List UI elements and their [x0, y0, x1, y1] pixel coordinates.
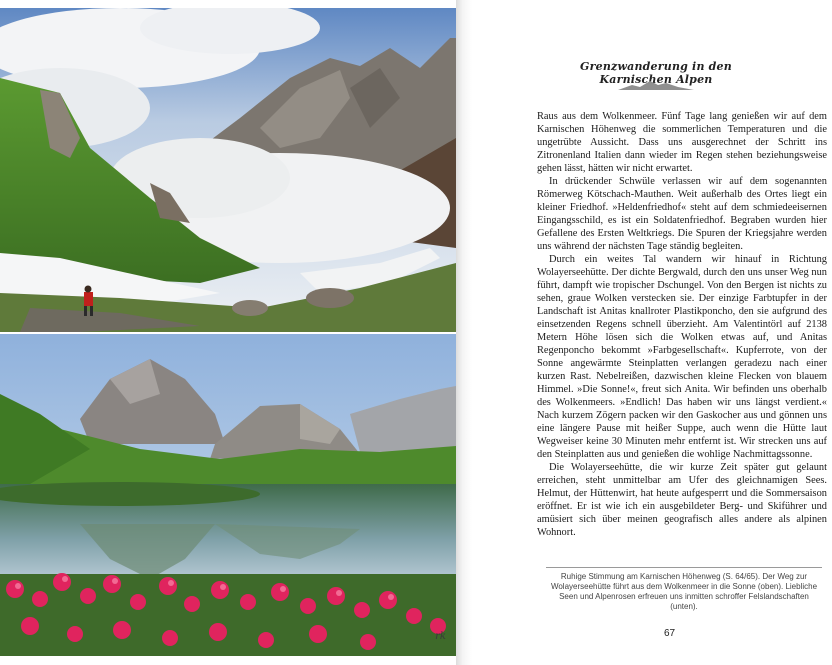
paragraph: In drückender Schwüle verlassen wir auf dem sogenannten Römerweg Kötschach-Mauthen. Weit außerhalb des Ortes liegt ein kleiner Friedhof. »Heldenfriedhof« steht auf dem schmiedeeisernen Eingangsschild, es ist ein Soldatenfriedhof. Begraben wurden hier Gefallene des Ersten Weltkriegs. Die Spuren der Kriegsjahre werden uns während der nächsten Tage ständig begleiten.	[537, 176, 827, 252]
mountain-ornament-icon	[618, 80, 694, 90]
photo-signature: rk	[435, 631, 446, 642]
right-page	[472, 0, 832, 665]
body-text	[537, 110, 827, 539]
page-number: 67	[664, 628, 676, 639]
photo-caption: Ruhige Stimmung am Karnischen Höhenweg (S. 64/65). Der Weg zur Wolayerseehütte führt aus dem Wolkenmeer in die Sonne (oben). Liebliche Seen und Alpenrosen erfreuen uns inmitten schroffer Felslandschaften (unten).	[550, 572, 818, 611]
chapter-title: Grenzwanderung in den Karnischen Alpen	[580, 60, 732, 86]
paragraph: Durch ein weites Tal wandern wir hinauf in Richtung Wolayerseehütte. Der dichte Bergwald, durch den uns unser Weg nun führt, dampft wie tropischer Dschungel. Von den Bergen ist nichts zu sehen, graue Wolken verstecken sie. Der einzige Farbtupfer in der Landschaft ist Anitas knallroter Plastikponcho, den sie aufgrund des einsetzenden Regens schnell überzieht. Am Valentintörl auf 2138 Metern Höhe lösen sich die Wolken etwas auf, und Anitas Regenponcho bekommt »Farbgesellschaft«. Kupferrote, von der Sonne angewärmte Steinplatten verlangen geradezu nach einer kurzen Rast. Nebelreißen, dazwischen kleine Flecken von blauem Himmel. »Die Sonne!«, freut sich Anita. Wir befinden uns oberhalb des Wolkenmeers. »Endlich! Das haben wir uns längst verdient.« Nach kurzem Zögern packen wir den Gaskocher aus und gönnen uns eine längere Pause mit heißer Suppe, auch wenn die Hütte laut Wegweiser keine 30 Minuten mehr entfernt ist. Wir strecken uns auf den Steinplatten aus und genießen die wohlige Nachmittagssonne.	[537, 254, 827, 460]
page-gutter	[456, 0, 472, 665]
paragraph: Raus aus dem Wolkenmeer. Fünf Tage lang genießen wir auf dem Karnischen Höhenweg die sommerlichen Temperaturen und die ungetrübte Aussicht. Dass uns ausgerechnet der Schritt ins Zitronenland Italien dann wieder im Regen stehen beziehungsweise gehen lässt, hätten wir nicht erwartet.	[537, 111, 827, 174]
photo-mountain-clouds-hiker	[0, 8, 456, 332]
caption-divider	[546, 567, 822, 568]
paragraph: Die Wolayerseehütte, die wir kurze Zeit später gut gelaunt erreichen, steht unmittelbar am Ufer des gleichnamigen Sees. Helmut, der Hüttenwirt, hat heute aufgesperrt und die Sommersaison eröffnet. Er ist wie ich ein ausgebildeter Berg- und Skiführer und amüsiert sich über meinen geografisch alles andere als alpinen Wohnort.	[537, 462, 827, 538]
photo-lake-alpine-roses	[0, 334, 456, 656]
